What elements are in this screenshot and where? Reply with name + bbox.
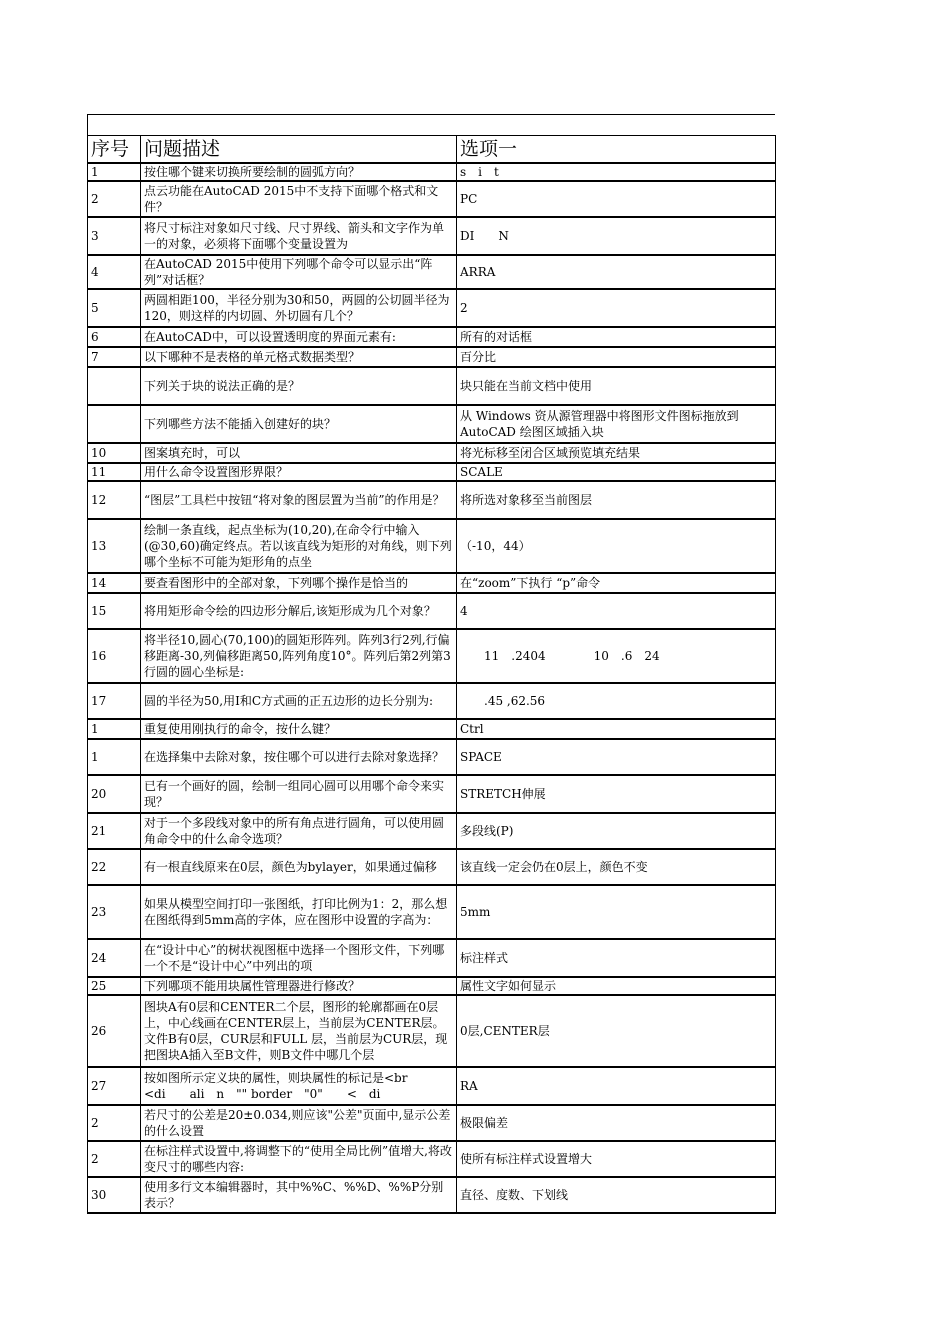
question-cell: 若尺寸的公差是20±0.034,则应该"公差"页面中,显示公差的什么设置 — [141, 1105, 457, 1141]
option-cell: 标注样式 — [457, 939, 776, 977]
table-row — [88, 977, 776, 995]
table-row — [88, 885, 776, 939]
question-cell: 在“设计中心”的树状视图框中选择一个图形文件，下列哪一个不是“设计中心”中列出的项 — [141, 939, 457, 977]
table-row — [88, 995, 776, 1067]
option-cell: 在“zoom”下执行 “p”命令 — [457, 573, 776, 593]
question-cell: 对于一个多段线对象中的所有角点进行圆角，可以使用圆角命令中的什么命令选项？ — [141, 813, 457, 849]
row-number-cell: 11 — [88, 463, 141, 481]
option-cell: 百分比 — [457, 347, 776, 367]
table-row — [88, 367, 776, 405]
option-cell: 直径、度数、下划线 — [457, 1177, 776, 1213]
row-number-cell: 20 — [88, 775, 141, 813]
question-cell: 在标注样式设置中,将调整下的“使用全局比例”值增大,将改变尺寸的哪些内容: — [141, 1141, 457, 1177]
table-row — [88, 593, 776, 629]
row-number-cell: 2 — [88, 1141, 141, 1177]
table-row — [88, 683, 776, 719]
question-cell: 将用矩形命令绘的四边形分解后,该矩形成为几个对象？ — [141, 593, 457, 629]
row-number-cell: 27 — [88, 1067, 141, 1105]
row-number-cell: 6 — [88, 327, 141, 347]
table-row — [88, 519, 776, 573]
question-cell: 下列关于块的说法正确的是？ — [141, 367, 457, 405]
question-cell: 下列哪项不能用块属性管理器进行修改？ — [141, 977, 457, 995]
row-number-cell: 14 — [88, 573, 141, 593]
row-number-cell: 2 — [88, 181, 141, 217]
header-row — [88, 136, 776, 164]
row-number-cell: 15 — [88, 593, 141, 629]
table-row — [88, 217, 776, 255]
table-body — [88, 163, 776, 1213]
question-cell: 圆的半径为50,用I和C方式画的正五边形的边长分别为: — [141, 683, 457, 719]
option-cell: DI N — [457, 217, 776, 255]
spreadsheet — [87, 114, 775, 1214]
option-cell: 该直线一定会仍在0层上，颜色不变 — [457, 849, 776, 885]
row-number-cell: 24 — [88, 939, 141, 977]
option-cell: ARRA — [457, 255, 776, 289]
option-cell: PC — [457, 181, 776, 217]
row-number-cell: 12 — [88, 481, 141, 519]
option-cell: 11 .2404 10 .6 24 — [457, 629, 776, 683]
question-cell: 两圆相距100，半径分别为30和50，两圆的公切圆半径为120，则这样的内切圆、外切圆有几个？ — [141, 289, 457, 327]
question-cell: 将半径10,圆心(70,100)的圆矩形阵列。阵列3行2列,行偏移距离-30,列偏移距离50,阵列角度10°。阵列后第2列第3行圆的圆心坐标是: — [141, 629, 457, 683]
question-cell: 在AutoCAD中，可以设置透明度的界面元素有: — [141, 327, 457, 347]
table-row — [88, 1105, 776, 1141]
question-cell: 图块A有0层和CENTER二个层，图形的轮廓都画在0层上，中心线画在CENTER层上，当前层为CENTER层。文件B有0层，CUR层和FULL 层，当前层为CUR层，现把图块A插入至B文件，则B文件中哪几个层 — [141, 995, 457, 1067]
question-cell: 按住哪个键来切换所要绘制的圆弧方向？ — [141, 163, 457, 181]
row-number-cell: 3 — [88, 217, 141, 255]
question-cell: 按如图所示定义块的属性，则块属性的标记是<br <di ali n "" border "0" < di — [141, 1067, 457, 1105]
question-cell: 在选择集中去除对象，按住哪个可以进行去除对象选择？ — [141, 739, 457, 775]
header-question: 问题描述 — [141, 136, 457, 164]
question-cell: 在AutoCAD 2015中使用下列哪个命令可以显示出“阵列”对话框？ — [141, 255, 457, 289]
question-table — [87, 135, 776, 1214]
option-cell: 将光标移至闭合区域预览填充结果 — [457, 443, 776, 463]
question-cell: 已有一个画好的圆，绘制一组同心圆可以用哪个命令来实现？ — [141, 775, 457, 813]
row-number-cell: 23 — [88, 885, 141, 939]
question-cell: 绘制一条直线，起点坐标为(10,20),在命令行中输入(@30,60)确定终点。若以该直线为矩形的对角线，则下列哪个坐标不可能为矩形角的点坐 — [141, 519, 457, 573]
row-number-cell: 22 — [88, 849, 141, 885]
option-cell: 5mm — [457, 885, 776, 939]
table-row — [88, 481, 776, 519]
table-row — [88, 163, 776, 181]
row-number-cell: 1 — [88, 719, 141, 739]
option-cell: 极限偏差 — [457, 1105, 776, 1141]
option-cell: 4 — [457, 593, 776, 629]
question-cell: 以下哪种不是表格的单元格式数据类型？ — [141, 347, 457, 367]
option-cell: 多段线(P) — [457, 813, 776, 849]
row-number-cell — [88, 405, 141, 443]
question-cell: 将尺寸标注对象如尺寸线、尺寸界线、箭头和文字作为单一的对象，必须将下面哪个变量设置为 — [141, 217, 457, 255]
question-cell: 使用多行文本编辑器时，其中%%C、%%D、%%P分别表示？ — [141, 1177, 457, 1213]
option-cell: s i t — [457, 163, 776, 181]
option-cell: 从 Windows 资从源管理器中将图形文件图标拖放到 AutoCAD 绘图区域插入块 — [457, 405, 776, 443]
row-number-cell: 7 — [88, 347, 141, 367]
table-row — [88, 775, 776, 813]
row-number-cell: 1 — [88, 163, 141, 181]
row-number-cell: 1 — [88, 739, 141, 775]
row-number-cell: 16 — [88, 629, 141, 683]
table-row — [88, 443, 776, 463]
row-number-cell: 5 — [88, 289, 141, 327]
table-row — [88, 181, 776, 217]
option-cell: SCALE — [457, 463, 776, 481]
table-row — [88, 573, 776, 593]
row-number-cell: 17 — [88, 683, 141, 719]
option-cell: RA — [457, 1067, 776, 1105]
row-number-cell: 25 — [88, 977, 141, 995]
option-cell: 块只能在当前文档中使用 — [457, 367, 776, 405]
row-number-cell — [88, 367, 141, 405]
table-row — [88, 629, 776, 683]
table-row — [88, 255, 776, 289]
row-number-cell: 30 — [88, 1177, 141, 1213]
question-cell: 有一根直线原来在0层，颜色为bylayer，如果通过偏移 — [141, 849, 457, 885]
option-cell: 将所选对象移至当前图层 — [457, 481, 776, 519]
question-cell: 图案填充时，可以 — [141, 443, 457, 463]
table-row — [88, 739, 776, 775]
row-number-cell: 2 — [88, 1105, 141, 1141]
table-row — [88, 719, 776, 739]
table-row — [88, 347, 776, 367]
table-row — [88, 849, 776, 885]
option-cell: STRETCH伸展 — [457, 775, 776, 813]
table-row — [88, 1141, 776, 1177]
question-cell: 点云功能在AutoCAD 2015中不支持下面哪个格式和文件？ — [141, 181, 457, 217]
option-cell: 使所有标注样式设置增大 — [457, 1141, 776, 1177]
table-row — [88, 405, 776, 443]
option-cell: .45 ,62.56 — [457, 683, 776, 719]
question-cell: 要查看图形中的全部对象，下列哪个操作是恰当的 — [141, 573, 457, 593]
question-cell: 用什么命令设置图形界限？ — [141, 463, 457, 481]
header-number: 序号 — [88, 136, 141, 164]
question-cell: 下列哪些方法不能插入创建好的块？ — [141, 405, 457, 443]
option-cell: 2 — [457, 289, 776, 327]
table-row — [88, 327, 776, 347]
row-number-cell: 26 — [88, 995, 141, 1067]
table-row — [88, 463, 776, 481]
table-row — [88, 939, 776, 977]
question-cell: “图层”工具栏中按钮“将对象的图层置为当前”的作用是？ — [141, 481, 457, 519]
option-cell: 属性文字如何显示 — [457, 977, 776, 995]
row-number-cell: 21 — [88, 813, 141, 849]
table-row — [88, 1177, 776, 1213]
option-cell: SPACE — [457, 739, 776, 775]
option-cell: Ctrl — [457, 719, 776, 739]
question-cell: 重复使用刚执行的命令，按什么键？ — [141, 719, 457, 739]
option-cell: 所有的对话框 — [457, 327, 776, 347]
option-cell: 0层,CENTER层 — [457, 995, 776, 1067]
table-row — [88, 289, 776, 327]
option-cell: （-10，44） — [457, 519, 776, 573]
header-option: 选项一 — [457, 136, 776, 164]
question-cell: 如果从模型空间打印一张图纸，打印比例为1：2，那么想在图纸得到5mm高的字体，应在图形中设置的字高为： — [141, 885, 457, 939]
table-row — [88, 1067, 776, 1105]
table-row — [88, 813, 776, 849]
row-number-cell: 13 — [88, 519, 141, 573]
row-number-cell: 10 — [88, 443, 141, 463]
title-row — [87, 114, 775, 135]
row-number-cell: 4 — [88, 255, 141, 289]
